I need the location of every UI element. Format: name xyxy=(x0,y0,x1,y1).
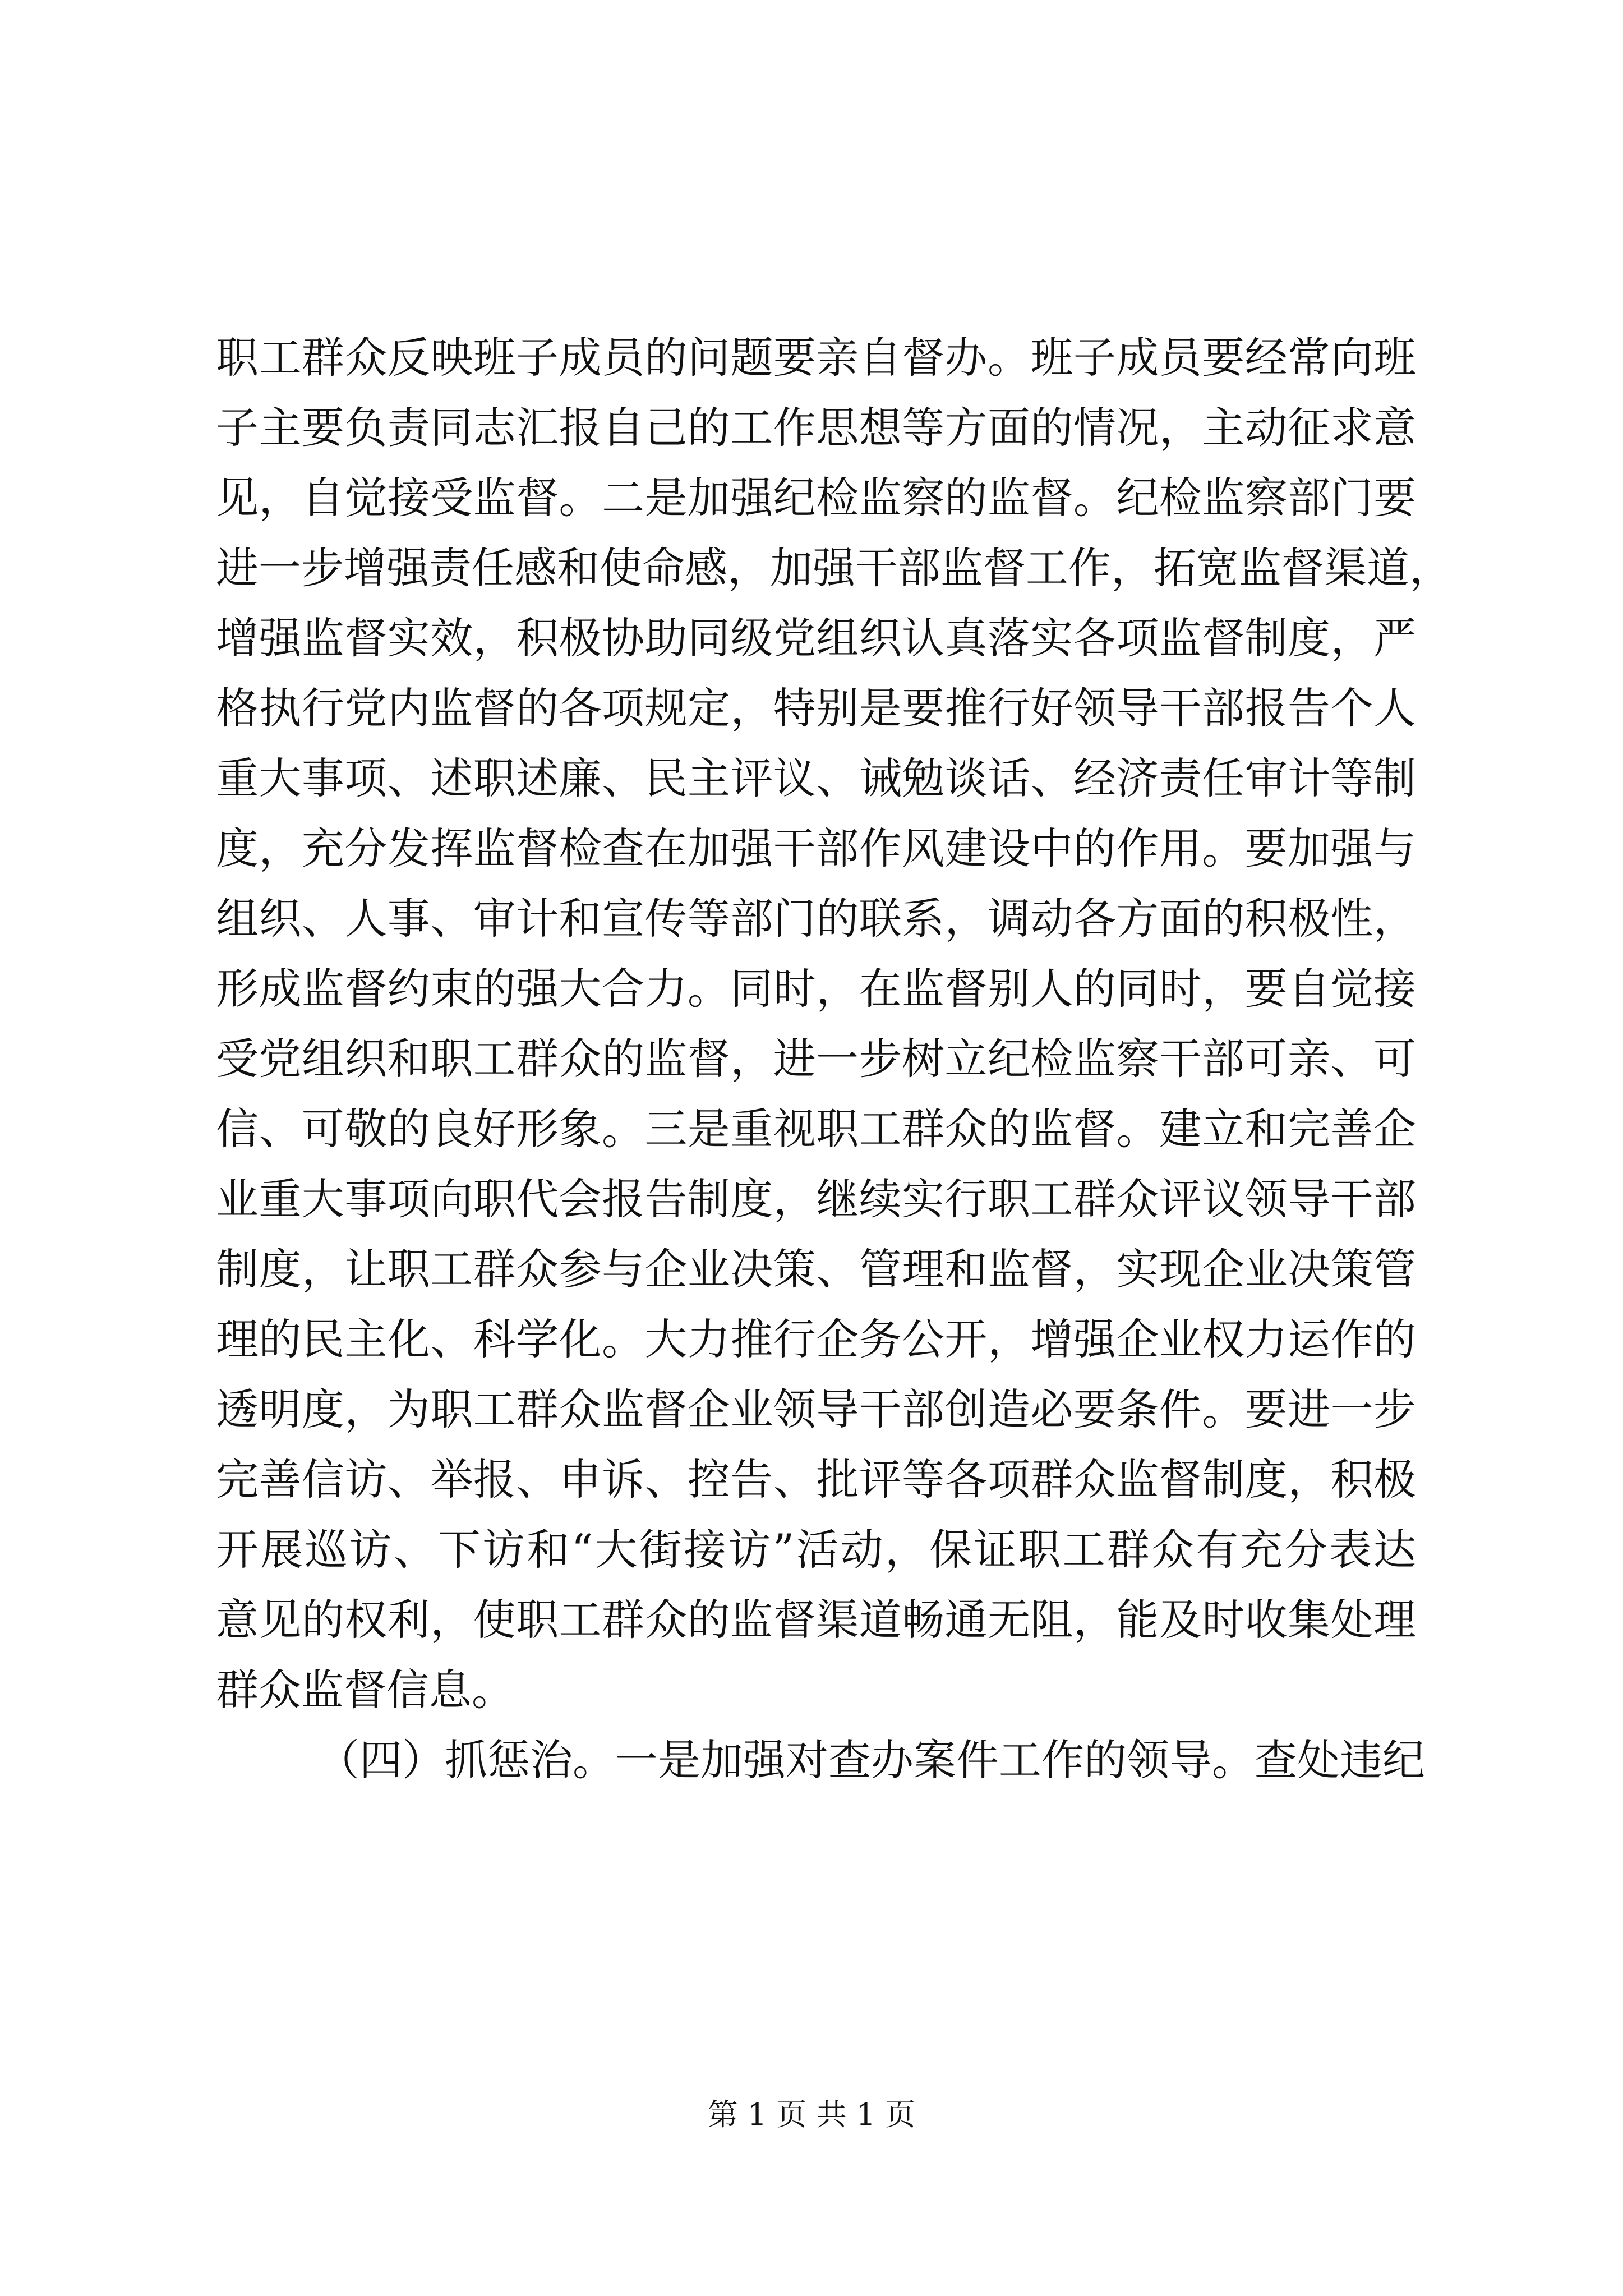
paragraph-1-line-10: 形成监督约束的强大合力。同时，在监督别人的同时，要自觉接 xyxy=(216,964,1416,1014)
paragraph-1-line-5: 增强监督实效，积极协助同级党组织认真落实各项监督制度，严 xyxy=(216,613,1416,663)
paragraph-1-line-7: 重大事项、述职述廉、民主评议、诫勉谈话、经济责任审计等制 xyxy=(216,753,1416,803)
paragraph-1-line-13: 业重大事项向职代会报告制度，继续实行职工群众评议领导干部 xyxy=(216,1174,1416,1224)
paragraph-1-line-6: 格执行党内监督的各项规定，特别是要推行好领导干部报告个人 xyxy=(216,683,1416,733)
paragraph-1-line-18: 开展巡访、下访和“大街接访”活动，保证职工群众有充分表达 xyxy=(216,1525,1416,1575)
paragraph-2-line-1: （四）抓惩治。一是加强对查办案件工作的领导。查处违纪 xyxy=(317,1735,1425,1785)
paragraph-1-line-16: 透明度，为职工群众监督企业领导干部创造必要条件。要进一步 xyxy=(216,1384,1416,1434)
page-footer: 第 1 页 共 1 页 xyxy=(707,2097,916,2132)
paragraph-1-line-14: 制度，让职工群众参与企业决策、管理和监督，实现企业决策管 xyxy=(216,1244,1416,1294)
paragraph-1-line-12: 信、可敬的良好形象。三是重视职工群众的监督。建立和完善企 xyxy=(216,1104,1416,1154)
paragraph-1-line-8: 度，充分发挥监督检查在加强干部作风建设中的作用。要加强与 xyxy=(216,823,1416,873)
paragraph-1-line-1: 职工群众反映班子成员的问题要亲自督办。班子成员要经常向班 xyxy=(216,333,1416,383)
paragraph-1-line-19: 意见的权利，使职工群众的监督渠道畅通无阻，能及时收集处理 xyxy=(216,1595,1416,1645)
paragraph-1-line-20: 群众监督信息。 xyxy=(216,1665,514,1715)
paragraph-1-line-9: 组织、人事、审计和宣传等部门的联系，调动各方面的积极性， xyxy=(216,894,1416,944)
paragraph-1-line-15: 理的民主化、科学化。大力推行企务公开，增强企业权力运作的 xyxy=(216,1314,1416,1364)
paragraph-1-line-2: 子主要负责同志汇报自己的工作思想等方面的情况，主动征求意 xyxy=(216,403,1416,453)
paragraph-1-line-3: 见，自觉接受监督。二是加强纪检监察的监督。纪检监察部门要 xyxy=(216,473,1416,523)
paragraph-1-line-17: 完善信访、举报、申诉、控告、批评等各项群众监督制度，积极 xyxy=(216,1455,1416,1504)
paragraph-1-line-4: 进一步增强责任感和使命感，加强干部监督工作，拓宽监督渠道， xyxy=(216,543,1452,593)
paragraph-1-line-11: 受党组织和职工群众的监督，进一步树立纪检监察干部可亲、可 xyxy=(216,1034,1416,1084)
